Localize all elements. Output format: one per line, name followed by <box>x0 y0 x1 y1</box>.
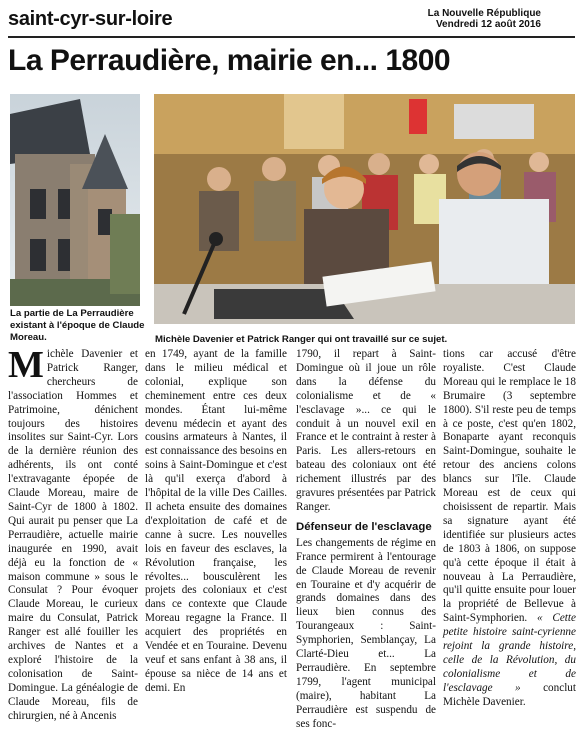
column-3-text-a: 1790, il repart à Saint-Domingue où il joue un rôle dans la défense du colonialisme et de « l'esclavage »... ce qui le conduit à un nouvel exil en France et le contraint à rester à Paris. Les allers-retours en bateau des coloniaux ont été richement illustrés par des gravures présentées par Patrick Ranger. <box>296 348 436 513</box>
building-photo-caption: La partie de La Perraudière existant à l'époque de Claude Moreau. <box>10 308 145 343</box>
column-2-text: en 1749, ayant de la famille dans le milieu médical et colonial, explique son cheminement entre ces deux mondes. Étant lui-même devenu médecin et ayant des cousins armateurs à Nantes, il est connaissance des besoins en soins à Saint-Domingue et c'est là qu'il exerça d'abord à l'hôpital de la ville Des Cailles. Il acheta ensuite des domaines d'exploitation de café et de canne à sucre. Les nouvelles lois en faveur des esclaves, la Révolution française, les révoltes... bousculèrent les projets des coloniaux et c'est dans ce contexte que Claude Moreau regagne la France. Il acquiert des propriétés en Vendée et en Touraine. Devenu veuf et sans enfant à 38 ans, il épouse sa nièce de 14 ans et demi. En <box>145 348 287 694</box>
closing-quote: « Cette petite histoire saint-cyrienne rejoint la grande histoire, celle de la Révolution, du colonialisme et de l'esclavage » <box>443 612 576 694</box>
meeting-illustration <box>154 94 575 324</box>
section-title: saint-cyr-sur-loire <box>8 8 173 30</box>
article-column-4 <box>443 348 576 710</box>
building-illustration <box>10 94 140 306</box>
headline: La Perraudière, mairie en... 1800 <box>8 44 451 77</box>
article-column-2 <box>145 348 287 696</box>
issue-date: Vendredi 12 août 2016 <box>435 19 541 30</box>
article-column-1 <box>8 344 138 723</box>
column-3-text-b: Les changements de régime en France permirent à l'entourage de Claude Moreau de revenir en Touraine et d'y acquérir de grands domaines dans des lieux bien connus des Tourangeaux : Saint-Symphorien, Semblançay, La Clarté-Dieu et... La Perraudière. En septembre 1799, l'agent municipal (maire), habitant La Perraudière est suspendu de ses fonc- <box>296 536 436 730</box>
column-1-text: ichèle Davenier et Patrick Ranger, chercheurs de l'association Hommes et Patrimoine, dénichent toujours des histoires insolites sur Saint-Cyr. Lors de la dernière réunion des adhérents, ils ont conté l'extravagante épopée de Claude Moreau, maire de Saint-Cyr de 1800 à 1802. Qui aurait pu penser que La Perraudière, actuelle mairie inaugurée en 1990, avait déjà eu la fonction de « maison commune » sous le Consulat ? Pour évoquer Claude Moreau, le curieux maire du Consulat, Patrick Ranger est allé fouiller les archives de Nantes et a exploré l'histoire de la colonisation de Saint-Domingue. La généalogie de Claude Moreau, fils de chirurgien, né à Ancenis <box>8 348 138 722</box>
newspaper-name: La Nouvelle République <box>427 8 541 19</box>
meeting-photo-caption: Michèle Davenier et Patrick Ranger qui ont travaillé sur ce sujet. <box>155 334 448 345</box>
closing-attribution: conclut Michèle Davenier. <box>443 681 577 708</box>
article-subhead: Défenseur de l'esclavage <box>296 520 432 533</box>
column-4-text: tions car accusé d'être royaliste. C'est Claude Moreau qui le remplace le 18 Brumaire (3 septembre 1800). S'il reste peu de temps à ce poste, c'est qu'en 1802, Bonaparte ayant reconquis Saint-Domingue, souhaite le retour des anciens colons blancs sur l'île. Claude Moreau est de ceux qui choisissent de repartir. Mais sa signature ayant été identifiée sur plusieurs actes de 1803 à 1806, on suppose qu'à cette époque il était à nouveau à La Perraudière, qu'il quitte ensuite pour louer la propriété de Bellevue à Saint-Symphorien. <box>443 348 576 625</box>
drop-cap: M <box>8 344 44 386</box>
newspaper-masthead <box>428 8 541 30</box>
article-column-3 <box>296 348 436 731</box>
meeting-photo <box>154 94 575 324</box>
header-rule <box>8 36 575 38</box>
building-photo <box>10 94 140 306</box>
